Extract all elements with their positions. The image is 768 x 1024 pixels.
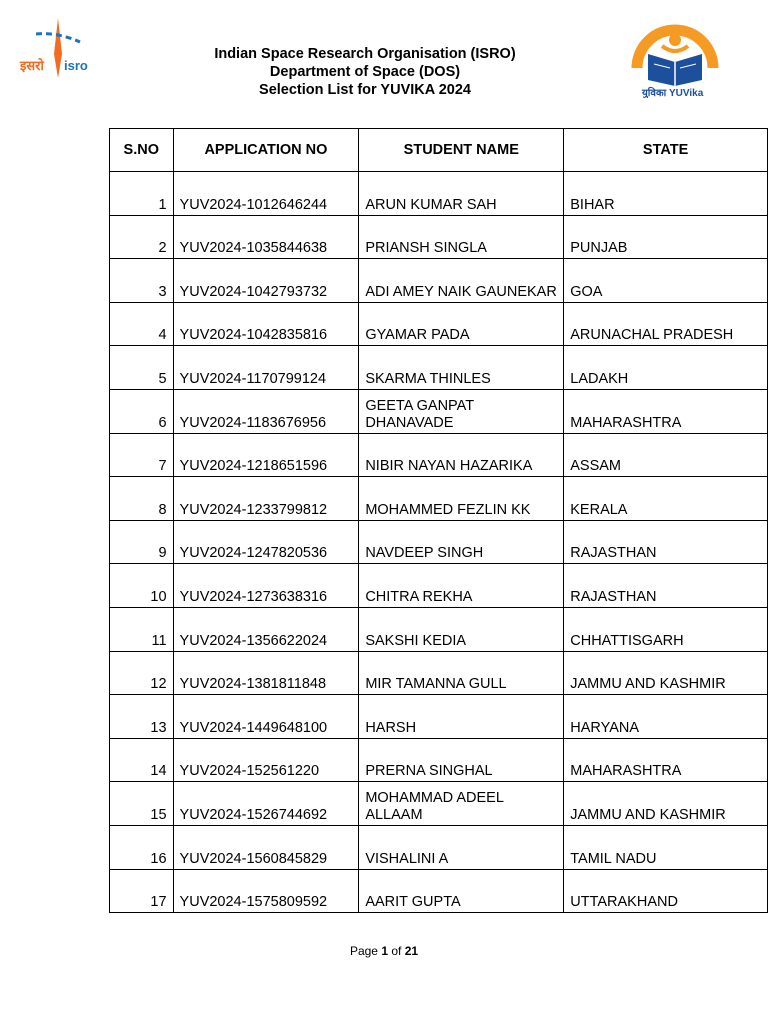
cell-application-no: YUV2024-1233799812 bbox=[173, 477, 359, 521]
table-row bbox=[110, 782, 768, 826]
cell-sno: 2 bbox=[110, 215, 174, 259]
cell-student-name: MIR TAMANNA GULL bbox=[359, 651, 564, 695]
table-row bbox=[110, 259, 768, 303]
table-row bbox=[110, 695, 768, 739]
cell-state: HARYANA bbox=[564, 695, 768, 739]
table-row bbox=[110, 607, 768, 651]
cell-student-name: ARUN KUMAR SAH bbox=[359, 172, 564, 216]
cell-application-no: YUV2024-152561220 bbox=[173, 738, 359, 782]
cell-application-no: YUV2024-1247820536 bbox=[173, 520, 359, 564]
cell-state: KERALA bbox=[564, 477, 768, 521]
cell-application-no: YUV2024-1035844638 bbox=[173, 215, 359, 259]
table-row bbox=[110, 346, 768, 390]
isro-emblem-icon bbox=[18, 14, 98, 86]
header-line-department: Department of Space (DOS) bbox=[269, 64, 461, 80]
cell-application-no: YUV2024-1575809592 bbox=[173, 869, 359, 913]
cell-sno: 3 bbox=[110, 259, 174, 303]
page-current: 1 bbox=[381, 944, 388, 958]
cell-sno: 16 bbox=[110, 825, 174, 869]
cell-application-no: YUV2024-1381811848 bbox=[173, 651, 359, 695]
svg-text:इसरो: इसरो bbox=[20, 58, 44, 73]
page-total: 21 bbox=[404, 944, 419, 958]
cell-student-name: NIBIR NAYAN HAZARIKA bbox=[359, 433, 564, 477]
svg-text:युविका YUVika: युविका YUVika bbox=[642, 88, 704, 98]
cell-student-name: GEETA GANPAT DHANAVADE bbox=[359, 389, 564, 433]
cell-sno: 17 bbox=[110, 869, 174, 913]
cell-state: UTTARAKHAND bbox=[564, 869, 768, 913]
column-header-student-name: STUDENT NAME bbox=[359, 129, 564, 172]
page-footer bbox=[0, 944, 768, 958]
cell-sno: 13 bbox=[110, 695, 174, 739]
cell-sno: 6 bbox=[110, 389, 174, 433]
table-row bbox=[110, 869, 768, 913]
column-header-sno: S.NO bbox=[110, 129, 174, 172]
cell-application-no: YUV2024-1218651596 bbox=[173, 433, 359, 477]
table-header-row bbox=[110, 129, 768, 172]
cell-student-name: AARIT GUPTA bbox=[359, 869, 564, 913]
selection-table bbox=[109, 128, 768, 913]
cell-student-name: MOHAMMAD ADEEL ALLAAM bbox=[359, 782, 564, 826]
cell-application-no: YUV2024-1170799124 bbox=[173, 346, 359, 390]
table-row bbox=[110, 215, 768, 259]
cell-sno: 12 bbox=[110, 651, 174, 695]
cell-student-name: VISHALINI A bbox=[359, 825, 564, 869]
svg-text:isro: isro bbox=[64, 58, 88, 73]
cell-state: RAJASTHAN bbox=[564, 564, 768, 608]
cell-state: ARUNACHAL PRADESH bbox=[564, 302, 768, 346]
cell-sno: 11 bbox=[110, 607, 174, 651]
cell-sno: 5 bbox=[110, 346, 174, 390]
cell-student-name: GYAMAR PADA bbox=[359, 302, 564, 346]
table-row bbox=[110, 738, 768, 782]
cell-state: MAHARASHTRA bbox=[564, 738, 768, 782]
table-row bbox=[110, 389, 768, 433]
cell-application-no: YUV2024-1012646244 bbox=[173, 172, 359, 216]
cell-state: TAMIL NADU bbox=[564, 825, 768, 869]
cell-application-no: YUV2024-1273638316 bbox=[173, 564, 359, 608]
cell-sno: 9 bbox=[110, 520, 174, 564]
document-header bbox=[180, 45, 550, 99]
yuvika-emblem-icon bbox=[622, 20, 728, 98]
cell-application-no: YUV2024-1042793732 bbox=[173, 259, 359, 303]
cell-state: BIHAR bbox=[564, 172, 768, 216]
cell-application-no: YUV2024-1560845829 bbox=[173, 825, 359, 869]
cell-application-no: YUV2024-1183676956 bbox=[173, 389, 359, 433]
table-row bbox=[110, 302, 768, 346]
cell-state: CHHATTISGARH bbox=[564, 607, 768, 651]
cell-student-name: PRIANSH SINGLA bbox=[359, 215, 564, 259]
isro-logo bbox=[18, 14, 98, 86]
table-row bbox=[110, 564, 768, 608]
table-row bbox=[110, 172, 768, 216]
cell-sno: 4 bbox=[110, 302, 174, 346]
cell-state: GOA bbox=[564, 259, 768, 303]
column-header-application-no: APPLICATION NO bbox=[173, 129, 359, 172]
table-row bbox=[110, 520, 768, 564]
cell-state: LADAKH bbox=[564, 346, 768, 390]
cell-state: JAMMU AND KASHMIR bbox=[564, 782, 768, 826]
cell-student-name: NAVDEEP SINGH bbox=[359, 520, 564, 564]
table-row bbox=[110, 433, 768, 477]
column-header-state: STATE bbox=[564, 129, 768, 172]
cell-state: ASSAM bbox=[564, 433, 768, 477]
cell-application-no: YUV2024-1526744692 bbox=[173, 782, 359, 826]
page-of: of bbox=[391, 944, 402, 958]
table-row bbox=[110, 477, 768, 521]
cell-state: JAMMU AND KASHMIR bbox=[564, 651, 768, 695]
cell-student-name: CHITRA REKHA bbox=[359, 564, 564, 608]
cell-student-name: HARSH bbox=[359, 695, 564, 739]
cell-student-name: PRERNA SINGHAL bbox=[359, 738, 564, 782]
cell-application-no: YUV2024-1042835816 bbox=[173, 302, 359, 346]
cell-sno: 7 bbox=[110, 433, 174, 477]
cell-sno: 14 bbox=[110, 738, 174, 782]
cell-student-name: MOHAMMED FEZLIN KK bbox=[359, 477, 564, 521]
table-row bbox=[110, 825, 768, 869]
yuvika-logo bbox=[622, 20, 728, 98]
cell-application-no: YUV2024-1449648100 bbox=[173, 695, 359, 739]
cell-student-name: SAKSHI KEDIA bbox=[359, 607, 564, 651]
page-label: Page bbox=[349, 944, 378, 958]
cell-sno: 1 bbox=[110, 172, 174, 216]
cell-application-no: YUV2024-1356622024 bbox=[173, 607, 359, 651]
cell-sno: 10 bbox=[110, 564, 174, 608]
cell-student-name: ADI AMEY NAIK GAUNEKAR bbox=[359, 259, 564, 303]
cell-state: PUNJAB bbox=[564, 215, 768, 259]
cell-sno: 8 bbox=[110, 477, 174, 521]
header-line-title: Selection List for YUVIKA 2024 bbox=[259, 82, 471, 98]
header-line-organisation: Indian Space Research Organisation (ISRO) bbox=[214, 46, 516, 62]
cell-student-name: SKARMA THINLES bbox=[359, 346, 564, 390]
cell-state: MAHARASHTRA bbox=[564, 389, 768, 433]
cell-sno: 15 bbox=[110, 782, 174, 826]
cell-state: RAJASTHAN bbox=[564, 520, 768, 564]
table-row bbox=[110, 651, 768, 695]
